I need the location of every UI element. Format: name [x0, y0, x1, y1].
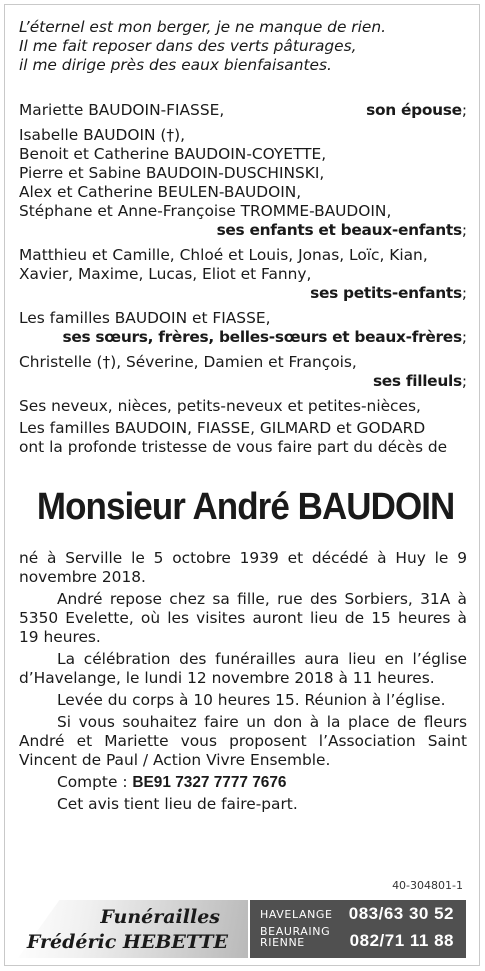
family-line: Stéphane et Anne-Françoise TROMME-BAUDOIN, [19, 202, 392, 220]
funeral-home-title: Funérailles [100, 906, 220, 928]
grandchildren-role: ses petits-enfants [310, 284, 462, 302]
account-label: Compte : [57, 773, 128, 791]
paragraph: Levée du corps à 10 heures 15. Réunion à l’église. [57, 691, 446, 709]
paragraph: Si vous souhaitez faire un don à la place de fleurs André et Mariette vous proposent l’Association Saint Vincent de Paul / Action Vivre Ensemble. [19, 713, 467, 769]
siblings-role: ses sœurs, frères, belles-sœurs et beaux-frères [62, 328, 462, 346]
children-group: Isabelle BAUDOIN (†), Benoit et Catherine BAUDOIN-COYETTE, Pierre et Sabine BAUDOIN-DUSCHINSKI, Alex et Catherine BEULEN-BAUDOIN, Stéphane et Anne-Françoise TROMME-BAUDOIN, ses enfants et beaux-enfants; [19, 126, 467, 239]
spouse-group: Mariette BAUDOIN-FIASSE, son épouse; [19, 101, 467, 119]
paragraph: La célébration des funérailles aura lieu en l’église d’Havelange, le lundi 12 novembre 2018 à 11 heures. [19, 650, 467, 687]
family-line: Alex et Catherine BEULEN-BAUDOIN, [19, 183, 302, 201]
family-line: Isabelle BAUDOIN (†), [19, 126, 185, 144]
phone-number: 083/63 30 52 [348, 904, 454, 923]
funeral-home-name: Frédéric HEBETTE [26, 931, 228, 953]
paragraph: né à Serville le 5 octobre 1939 et décédé à Huy le 9 novembre 2018. [19, 549, 467, 586]
siblings-group: Les familles BAUDOIN et FIASSE, ses sœurs, frères, belles-sœurs et beaux-frères; [19, 309, 467, 346]
location-label [260, 926, 330, 948]
location-line: BEAURAING [260, 925, 331, 938]
location-label: HAVELANGE [260, 908, 333, 921]
family-line: Pierre et Sabine BAUDOIN-DUSCHINSKI, [19, 164, 325, 182]
family-line: Les familles BAUDOIN et FIASSE, [19, 309, 271, 327]
family-line: Matthieu et Camille, Chloé et Louis, Jonas, Loïc, Kian, [19, 246, 428, 264]
verse-line: Il me fait reposer dans des verts pâturages, [19, 37, 357, 55]
family-line: Ses neveux, nièces, petits-neveux et petites-nièces, [19, 397, 421, 415]
spouse-name: Mariette BAUDOIN-FIASSE, [19, 101, 225, 119]
children-role: ses enfants et beaux-enfants [216, 221, 462, 239]
paragraph: André repose chez sa fille, rue des Sorbiers, 31A à 5350 Evelette, où les visites auront lieu de 15 heures à 19 heures. [19, 590, 467, 646]
bank-account [19, 773, 467, 792]
announcement-text: ont la profonde tristesse de vous faire part du décès de [19, 438, 448, 456]
closing-note: Cet avis tient lieu de faire-part. [57, 795, 298, 813]
location-line: RIENNE [260, 936, 305, 949]
verse-line: il me dirige près des eaux bienfaisantes. [19, 56, 332, 74]
family-line: Xavier, Maxime, Lucas, Eliot et Fanny, [19, 265, 312, 283]
grandchildren-group: Matthieu et Camille, Chloé et Louis, Jonas, Loïc, Kian, Xavier, Maxime, Lucas, Eliot et Fanny, ses petits-enfants; [19, 246, 467, 302]
funeral-home-banner [18, 900, 466, 958]
godchildren-role: ses filleuls [372, 372, 462, 390]
godchildren-group: Christelle (†), Séverine, Damien et François, ses filleuls; [19, 353, 467, 390]
family-line: Benoit et Catherine BAUDOIN-COYETTE, [19, 145, 327, 163]
contact-panel [250, 900, 466, 958]
deceased-name: Monsieur André BAUDOIN [36, 486, 455, 528]
spouse-role: son épouse [366, 101, 462, 119]
obituary-body [19, 18, 467, 814]
reference-number: 40-304801-1 [392, 879, 463, 892]
account-number: BE91 7327 7777 7676 [132, 774, 287, 791]
family-line: Les familles BAUDOIN, FIASSE, GILMARD et GODARD [19, 419, 426, 437]
family-line: Christelle (†), Séverine, Damien et François, [19, 353, 357, 371]
phone-number: 082/71 11 88 [349, 931, 454, 950]
psalm-verse [19, 18, 467, 75]
verse-line: L’éternel est mon berger, je ne manque de rien. [19, 18, 387, 36]
